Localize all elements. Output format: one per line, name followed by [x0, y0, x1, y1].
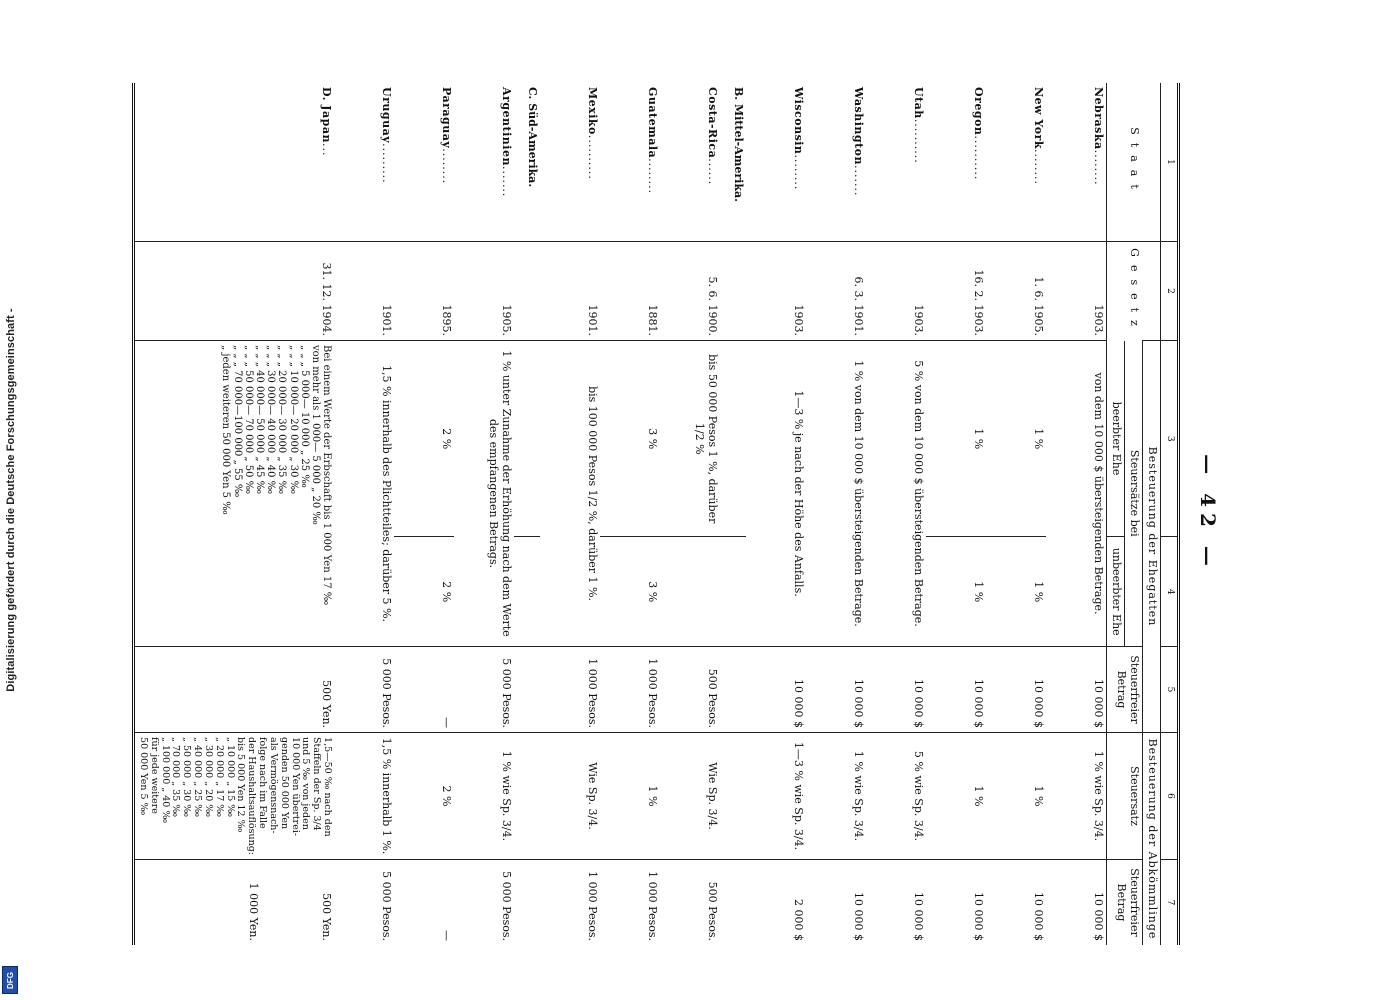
state-name: Wisconsin [792, 87, 806, 155]
table-row [746, 83, 806, 945]
japan-descendant-line: Staffeln der Sp. 3/4 [311, 737, 323, 831]
japan-descendant-line: „ 100 000 „ 40 ‰ [159, 737, 171, 824]
japan-scale-line: „ jeden weiteren 50 000 Yen 5 ‰ [220, 345, 232, 515]
column-number: 5 [1161, 647, 1179, 733]
inheritance-tax-table [132, 83, 1180, 945]
rate-beerbt-cell: 1 % [986, 341, 1046, 537]
empty-cell [514, 537, 540, 647]
empty-cell [514, 733, 540, 860]
rate-beerbt-cell: bis 50 000 Pesos 1 %, darüber 1/2 % [660, 341, 720, 537]
state-cell [600, 83, 660, 242]
state-cell [866, 83, 926, 242]
descendant-exempt-cell: 5 000 Pesos. [454, 859, 514, 945]
descendant-exempt-cell: 10 000 $ [866, 859, 926, 945]
japan-descendant-line: „ 10 000 „ 15 ‰ [224, 737, 236, 818]
state-name: Guatemala [646, 87, 660, 159]
rate-spanning-cell: 1 % unter Zunahme der Erhöhung nach dem Werte des empfangenen Betrags. [454, 341, 514, 647]
descendant-exempt-cell: 500 Pesos. [660, 859, 720, 945]
descendant-rate-cell: Wie Sp. 3/4. [540, 733, 600, 860]
japan-scale-line: „ „ „ 50 000— 70 000 „ 50 ‰ [242, 345, 254, 495]
state-cell [1046, 83, 1107, 242]
law-date-cell: 6. 3. 1901. [806, 242, 866, 341]
japan-descendant-line: als Vermögensnach- [267, 737, 279, 834]
leader-dots: ........ [440, 148, 454, 185]
table-row [540, 83, 600, 945]
column-number: 4 [1161, 537, 1179, 647]
descendant-rate-cell: 5 % wie Sp. 3/4. [866, 733, 926, 860]
japan-scale-line: „ „ „ 30 000— 40 000 „ 40 ‰ [265, 345, 277, 495]
header-gesetz: Gesetz [1107, 242, 1161, 341]
descendant-exempt-cell: 5 000 Pesos. [334, 859, 394, 945]
state-cell [986, 83, 1046, 242]
table-row [866, 83, 926, 945]
empty-cell [720, 341, 746, 537]
header-unbeerbte-ehe: unbeerbter Ehe [1107, 537, 1125, 647]
rate-spanning-cell: 1 % von dem 10 000 $ übersteigenden Betrage. [806, 341, 866, 647]
japan-scale-line: „ „ „ 70 000—100 000 „ 55 ‰ [231, 345, 243, 498]
rate-beerbt-cell: 1 % [926, 341, 986, 537]
empty-cell [720, 733, 746, 860]
column-number: 3 [1161, 341, 1179, 537]
japan-scale-intro: Bei einem Werte der Erbschaft bis 1 000 Yen 17 ‰ [321, 345, 333, 606]
state-name: Nebraska [1092, 87, 1106, 150]
rate-beerbt-cell: 2 % [394, 341, 454, 537]
state-name: Mexiko [586, 87, 600, 135]
rate-unbeerbt-cell: 1 % [986, 537, 1046, 647]
leader-dots: ........ [1032, 149, 1046, 185]
exempt-amount-cell: 500 Pesos. [660, 647, 720, 733]
table-row [806, 83, 866, 945]
japan-scale-line: von mehr als 1 000— 5 000 „ 20 ‰ [309, 345, 321, 525]
state-cell [540, 83, 600, 242]
table-row [600, 83, 660, 945]
table-row [454, 83, 514, 945]
table-row [334, 83, 394, 945]
state-cell [454, 83, 514, 242]
state-cell [660, 83, 720, 242]
exempt-amount-cell: 10 000 $ [806, 647, 866, 733]
empty-cell [514, 859, 540, 945]
empty-cell [514, 647, 540, 733]
rate-spanning-cell: bis 100 000 Pesos 1/2 %, darüber 1 %. [540, 341, 600, 647]
leader-dots: ........ [1092, 149, 1106, 186]
law-date-cell: 1905. [454, 242, 514, 341]
descendant-rate-cell: 1 % [926, 733, 986, 860]
state-name: Argentinien [500, 87, 514, 166]
header-steuersatz: Steuersatz [1107, 733, 1143, 860]
japan-descendant-line: für jede weitere [148, 737, 160, 814]
descendant-rate-cell: 1,5 % innerhalb 1 %. [334, 733, 394, 860]
japan-descendant-line: genden 50 000 Yen [278, 737, 290, 830]
rate-spanning-cell: 5 % von dem 10 000 $ übersteigenden Betrage. [866, 341, 926, 647]
descendant-rate-cell: 1 % [600, 733, 660, 860]
japan-descendant-scale [134, 733, 334, 860]
state-name: New York [1032, 87, 1046, 150]
rate-spanning-cell: 1—3 % je nach der Höhe des Anfalls. [746, 341, 806, 647]
law-date-cell: 1. 6. 1905. [986, 242, 1046, 341]
descendant-exempt-cell: 1 000 Pesos. [600, 859, 660, 945]
law-date-cell: 31. 12. 1904. [134, 242, 334, 341]
descendant-rate-cell: 1 % [986, 733, 1046, 860]
leader-dots: ......... [380, 143, 394, 184]
section-label: B. Mittel-Amerika. [732, 87, 746, 202]
leader-dots: ...... [706, 158, 720, 186]
header-ehegatten: Besteuerung der Ehegatten [1143, 341, 1161, 733]
descendant-rate-cell: 2 % [394, 733, 454, 860]
leader-dots: ........ [646, 158, 660, 195]
state-cell [394, 83, 454, 242]
rate-beerbt-cell: 3 % [600, 341, 660, 537]
header-row-main [1143, 83, 1161, 945]
state-name: Oregon [972, 87, 986, 136]
rate-unbeerbt-cell: 3 % [600, 537, 660, 647]
header-staat: Staat [1107, 83, 1161, 242]
exempt-amount-cell: 1 000 Pesos. [540, 647, 600, 733]
japan-descendant-line: und 5 ‰ von jeden [300, 737, 312, 830]
table-row [660, 83, 720, 945]
law-date-cell: 1903. [746, 242, 806, 341]
state-cell [746, 83, 806, 242]
empty-cell [720, 537, 746, 647]
japan-descendant-line: 1,5—50 ‰ nach den [322, 737, 334, 837]
page-number: — 42 — [1196, 454, 1220, 572]
header-steuersaetze-bei: Steuersätze bei [1125, 341, 1143, 647]
empty-cell [720, 647, 746, 733]
descendant-exempt-cell: 10 000 $ [926, 859, 986, 945]
section-row [514, 83, 540, 945]
japan-descendant-line: 10 000 Yen übertrei- [289, 737, 301, 837]
rate-unbeerbt-cell [660, 537, 720, 647]
descendant-exempt-cell: 1 000 Pesos. [540, 859, 600, 945]
rate-spanning-cell: von dem 10 000 $ übersteigenden Betrage. [1046, 341, 1107, 647]
rate-spanning-cell: 1,5 % innerhalb des Plichtteiles; darüber 5 %. [334, 341, 394, 647]
leader-dots: ....... [852, 165, 866, 197]
law-date-cell: 1895. [394, 242, 454, 341]
header-beerbte-ehe: beerbter Ehe [1107, 341, 1125, 537]
table-row-japan [134, 83, 334, 945]
japan-rate-scale [134, 341, 334, 647]
japan-descendant-line: „ 70 000 „ 35 ‰ [170, 737, 182, 818]
descendant-rate-cell: 1 % wie Sp. 3/4. [1046, 733, 1107, 860]
column-number-row [1161, 83, 1179, 945]
exempt-amount-cell: 10 000 $ [746, 647, 806, 733]
exempt-amount-cell: 10 000 $ [986, 647, 1046, 733]
empty-cell [720, 242, 746, 341]
digitization-sidebar [0, 0, 22, 1000]
column-number: 7 [1161, 859, 1179, 945]
leader-dots: ........ [792, 154, 806, 191]
scanned-page [115, 78, 1220, 948]
dfg-logo [2, 966, 18, 994]
funding-credit: Digitalisierung gefördert durch die Deutsche Forschungsgemeinschaft - [5, 308, 17, 692]
leader-dots: .......... [972, 135, 986, 181]
state-cell [334, 83, 394, 242]
law-date-cell: 1881. [600, 242, 660, 341]
exempt-amount-cell: 10 000 $ [866, 647, 926, 733]
japan-descendant-line: „ 30 000 „ 20 ‰ [202, 737, 214, 818]
japan-descendant-exempt-extra: 1 000 Yen. [247, 882, 261, 941]
empty-cell [514, 242, 540, 341]
table-row [986, 83, 1046, 945]
rate-unbeerbt-cell: 1 % [926, 537, 986, 647]
exempt-amount-cell: 10 000 $ [1046, 647, 1107, 733]
exempt-amount-cell: 5 000 Pesos. [454, 647, 514, 733]
table-row [926, 83, 986, 945]
leader-dots: ... [320, 142, 334, 157]
state-name: Costa-Rica [706, 87, 720, 159]
header-steuerfreier-betrag-2: Steuerfreier Betrag [1107, 859, 1143, 945]
header-steuerfreier-betrag: Steuerfreier Betrag [1107, 647, 1143, 733]
japan-descendant-line: 50 000 Yen 5 ‰ [138, 737, 150, 816]
law-date-cell: 1903. [1046, 242, 1107, 341]
section-label: C. Süd-Amerika. [526, 87, 540, 188]
japan-descendant-line: „ 20 000 „ 17 ‰ [213, 737, 225, 818]
column-number: 2 [1161, 242, 1179, 341]
law-date-cell: 1901. [334, 242, 394, 341]
japan-scale-line: „ „ „ 10 000— 20 000 „ 30 ‰ [287, 345, 299, 495]
japan-descendant-line: „ 40 000 „ 25 ‰ [192, 737, 204, 818]
law-date-cell: 1901. [540, 242, 600, 341]
descendant-rate-cell: Wie Sp. 3/4. [660, 733, 720, 860]
dfg-logo-text: DFG [5, 971, 15, 989]
state-name: D. Japan [320, 87, 334, 143]
descendant-rate-cell: 1 % wie Sp. 3/4. [454, 733, 514, 860]
descendant-exempt-cell: 10 000 $ [1046, 859, 1107, 945]
column-number: 1 [1161, 83, 1179, 242]
exempt-amount-cell: 10 000 $ [926, 647, 986, 733]
leader-dots: .......... [586, 134, 600, 180]
japan-descendant-line: „ 50 000 „ 30 ‰ [181, 737, 193, 818]
column-number: 6 [1161, 733, 1179, 860]
descendant-exempt-cell: 10 000 $ [806, 859, 866, 945]
state-cell [926, 83, 986, 242]
rate-unbeerbt-cell: 2 % [394, 537, 454, 647]
state-name: Utah [912, 87, 926, 119]
japan-scale-line: „ „ „ 5 000— 10 000 „ 25 ‰ [298, 345, 310, 488]
descendant-exempt-cell: — [394, 859, 454, 945]
header-abkoemmlinge: Besteuerung der Abkömmlinge [1143, 733, 1161, 945]
law-date-cell: 5. 6. 1900. [660, 242, 720, 341]
empty-cell [720, 859, 746, 945]
japan-descendant-line: folge nach im Falle [257, 737, 269, 829]
leader-dots: ....... [500, 165, 514, 198]
descendant-exempt-cell: 2 000 $ [746, 859, 806, 945]
descendant-exempt-cell [134, 859, 334, 945]
state-name: Uruguay [380, 87, 394, 144]
empty-cell [514, 341, 540, 537]
japan-scale-line: „ „ „ 20 000— 30 000 „ 35 ‰ [276, 345, 288, 495]
state-cell [806, 83, 866, 242]
japan-descendant-line: bis 5 000 Yen 12 ‰ [235, 737, 247, 833]
state-name: Paraguay [440, 87, 454, 149]
exempt-amount-cell: 500 Yen. [134, 647, 334, 733]
state-cell [134, 83, 334, 242]
exempt-amount-cell: — [394, 647, 454, 733]
table-body [134, 83, 1107, 945]
table-row [1046, 83, 1107, 945]
exempt-amount-cell: 5 000 Pesos. [334, 647, 394, 733]
japan-descendant-line: der Haushaltsauflösung: [246, 737, 258, 855]
state-name: Washington [852, 87, 866, 165]
leader-dots: .......... [912, 118, 926, 164]
exempt-amount-cell: 1 000 Pesos. [600, 647, 660, 733]
japan-scale-line: „ „ „ 40 000— 50 000 „ 45 ‰ [253, 345, 265, 495]
descendant-rate-cell: 1 % wie Sp. 3/4. [806, 733, 866, 860]
descendant-exempt-cell: 10 000 $ [986, 859, 1046, 945]
law-date-cell: 1903. [866, 242, 926, 341]
descendant-rate-cell: 1—3 % wie Sp. 3/4. [746, 733, 806, 860]
section-row [720, 83, 746, 945]
japan-descendant-exempt: 500 Yen. [320, 893, 334, 941]
law-date-cell: 16. 2. 1903. [926, 242, 986, 341]
table-row [394, 83, 454, 945]
